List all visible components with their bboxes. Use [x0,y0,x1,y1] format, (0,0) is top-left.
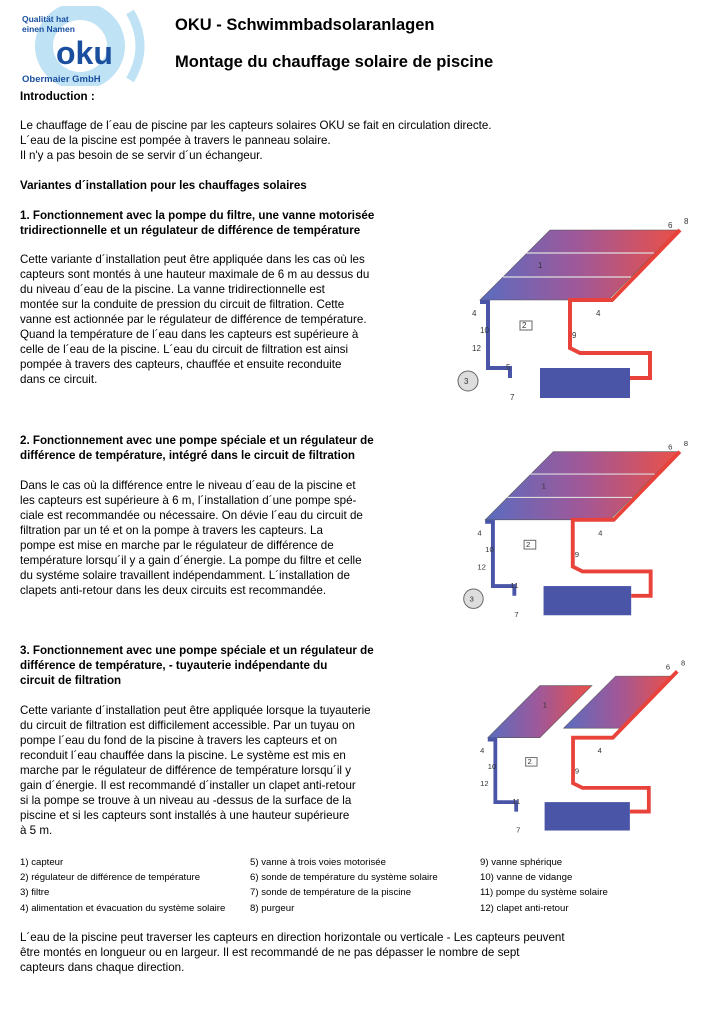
diagram-label: 1 [542,700,547,710]
diagram-label: 4 [598,528,603,538]
diagram-label: 10 [480,326,489,335]
closing-paragraph [20,930,720,975]
diagram-label: 2 [522,321,527,330]
text-line: dans ce circuit. [20,373,98,386]
diagram-label: 11 [512,797,521,806]
section-2-heading [20,433,440,463]
diagram-label: 4 [480,745,485,755]
diagram-label: 7 [510,393,515,402]
text-line: température lorsqu´il y a gain d´énergie. La pompe du filtre et celle [20,554,362,567]
text-line: du niveau d´eau de la piscine. La vanne tridirectionnelle est [20,283,325,296]
intro-paragraph [20,118,710,163]
diagram-label: 6 [665,662,671,672]
legend-item: 3) filtre [20,887,50,899]
diagram-label: 9 [572,331,577,340]
diagram-label: 7 [514,610,519,620]
diagram-label: 11 [510,581,519,590]
installation-diagram-2 [455,440,710,625]
text-line: L´eau de la piscine est pompée à travers le panneau solaire. [20,134,331,147]
text-line: être montés en longueur ou en largeur. Il est recommandé de ne pas dépasser le nombre de sept [20,946,520,959]
legend-item: 8) purgeur [250,902,295,914]
heading-line: tridirectionnelle et un régulateur de différence de température [20,224,361,237]
section-1-heading [20,208,440,238]
text-line: du systéme solaire travaillent indépendamment. L´installation de [20,569,350,582]
text-line: marche par le régulateur de différence de température lorsqu´il y [20,764,352,777]
logo-company: Obermaier GmbH [22,74,101,85]
text-line: pompe est mise en marche par le régulateur de différence de [20,539,334,552]
diagram-label: 10 [487,761,497,771]
text-line: vanne est actionnée par le régulateur de différence de température. [20,313,367,326]
installation-diagram-3 [455,660,710,840]
section-1-text [20,252,440,387]
heading-line: différence de température, - tuyauterie indépendante du [20,659,328,672]
text-line: du circuit de filtration est difficilement accessible. Par un tuyau on [20,719,355,732]
heading-line: circuit de filtration [20,674,122,687]
heading-line: 3. Fonctionnement avec une pompe spéciale et un régulateur de [20,644,374,657]
diagram-label: 2 [526,540,531,550]
diagram-label: 4 [477,528,482,538]
diagram-label: 1 [541,481,546,491]
diagram-label: 6 [668,442,673,452]
text-line: pompe l´eau du fond de la piscine à travers les capteurs et on [20,734,338,747]
pool [540,368,630,398]
diagram-label: 12 [480,779,489,788]
diagram-label: 6 [668,221,673,230]
text-line: Il n'y a pas besoin de se servir d´un échangeur. [20,149,263,162]
legend-item: 12) clapet anti-retour [480,902,569,914]
diagram-label: 8 [683,440,689,448]
legend-column-2 [250,855,438,916]
legend-item: 6) sonde de température du système solaire [250,872,438,884]
text-line: ciale est recommandée ou nécessaire. On dévie l´eau du circuit de [20,509,363,522]
legend-item: 7) sonde de température de la piscine [250,887,412,899]
diagram-label: 9 [574,766,580,776]
section-2-text [20,478,440,598]
diagram-label: 5 [506,363,511,372]
section-3-text [20,703,440,838]
diagram-label: 4 [472,309,477,318]
oku-logo [18,6,153,86]
diagram-label: 3 [464,377,469,386]
legend-column-1 [20,855,225,916]
diagram-label: 8 [681,660,686,668]
legend-item: 1) capteur [20,857,64,868]
legend-item: 4) alimentation et évacuation du système solaire [20,902,226,914]
text-line: piscine et si les capteurs sont installés à une hauteur supérieure [20,809,350,822]
heading-line: 2. Fonctionnement avec une pompe spéciale et un régulateur de [20,434,374,447]
diagram-label: 12 [472,344,481,353]
diagram-label: 12 [477,562,486,572]
solar-collector-array-left [488,686,592,738]
text-line: Cette variante d´installation peut être appliquée dans les cas où les [20,253,365,266]
text-line: à 5 m. [20,824,53,837]
text-line: celle de l´eau de la piscine. L´eau du circuit de filtration est ainsi [20,343,349,356]
legend-item: 9) vanne sphérique [480,857,563,868]
legend-item: 11) pompe du système solaire [480,887,608,899]
text-line: Dans le cas où la différence entre le niveau d´eau de la piscine et [20,479,356,492]
legend-item: 10) vanne de vidange [480,872,573,884]
text-line: gain d´énergie. Il est recommandé d´installer un clapet anti-retour [20,779,356,792]
text-line: Cette variante d´installation peut être appliquée lorsque la tuyauterie [20,704,371,717]
heading-line: différence de température, intégré dans le circuit de filtration [20,449,356,462]
diagram-label: 4 [596,309,601,318]
logo-graphic [18,6,153,86]
text-line: les capteurs est supérieure à 6 m, l´installation d´une pompe spé- [20,494,357,507]
text-line: capteurs dans chaque direction. [20,961,185,974]
installation-diagram-1 [450,218,710,408]
intro-heading: Introduction : [20,90,95,103]
text-line: montée sur la conduite de pression du circuit de filtration. Cette [20,298,345,311]
logo-brand: oku [56,35,113,71]
diagram-label: 2 [527,757,532,767]
pool [544,586,632,615]
solar-collector-array-right [564,676,673,728]
logo-tagline-1: Qualität hat [22,14,69,24]
text-line: capteurs sont montés à une hauteur maximale de 6 m au dessus du [20,268,370,281]
diagram-label: 3 [469,594,474,604]
diagram-label: 10 [485,544,494,554]
diagram-label: 8 [684,218,689,226]
pool [545,802,630,830]
text-line: L´eau de la piscine peut traverser les capteurs en direction horizontale ou verticale - Les capteurs peuvent [20,931,565,944]
legend-item: 2) régulateur de différence de température [20,872,201,884]
legend-column-3 [480,855,608,916]
legend-item: 5) vanne à trois voies motorisée [250,857,386,868]
text-line: pompée à travers des capteurs, chauffée et ensuite reconduite [20,358,342,371]
diagram-label: 7 [516,825,521,835]
text-line: Quand la température de l´eau dans les capteurs est supérieure à [20,328,359,341]
text-line: clapets anti-retour dans les deux circuits est recommandée. [20,584,327,597]
text-line: reconduit l´eau chauffée dans la piscine. Le système est mis en [20,749,346,762]
diagram-label: 9 [574,549,580,559]
variants-heading: Variantes d´installation pour les chauffages solaires [20,179,307,192]
page-title: OKU - Schwimmbadsolaranlagen [175,16,435,34]
diagram-label: 4 [597,745,602,755]
logo-tagline-2: einen Namen [22,24,75,34]
text-line: si la pompe se trouve à un niveau au -dessus de la surface de la [20,794,352,807]
section-3-heading [20,643,440,688]
heading-line: 1. Fonctionnement avec la pompe du filtre, une vanne motorisée [20,209,375,222]
text-line: filtration par un té et on la pompe à travers les capteurs. La [20,524,323,537]
text-line: Le chauffage de l´eau de piscine par les capteurs solaires OKU se fait en circulation directe. [20,119,492,132]
diagram-label: 1 [538,261,543,270]
page-subtitle: Montage du chauffage solaire de piscine [175,53,494,71]
